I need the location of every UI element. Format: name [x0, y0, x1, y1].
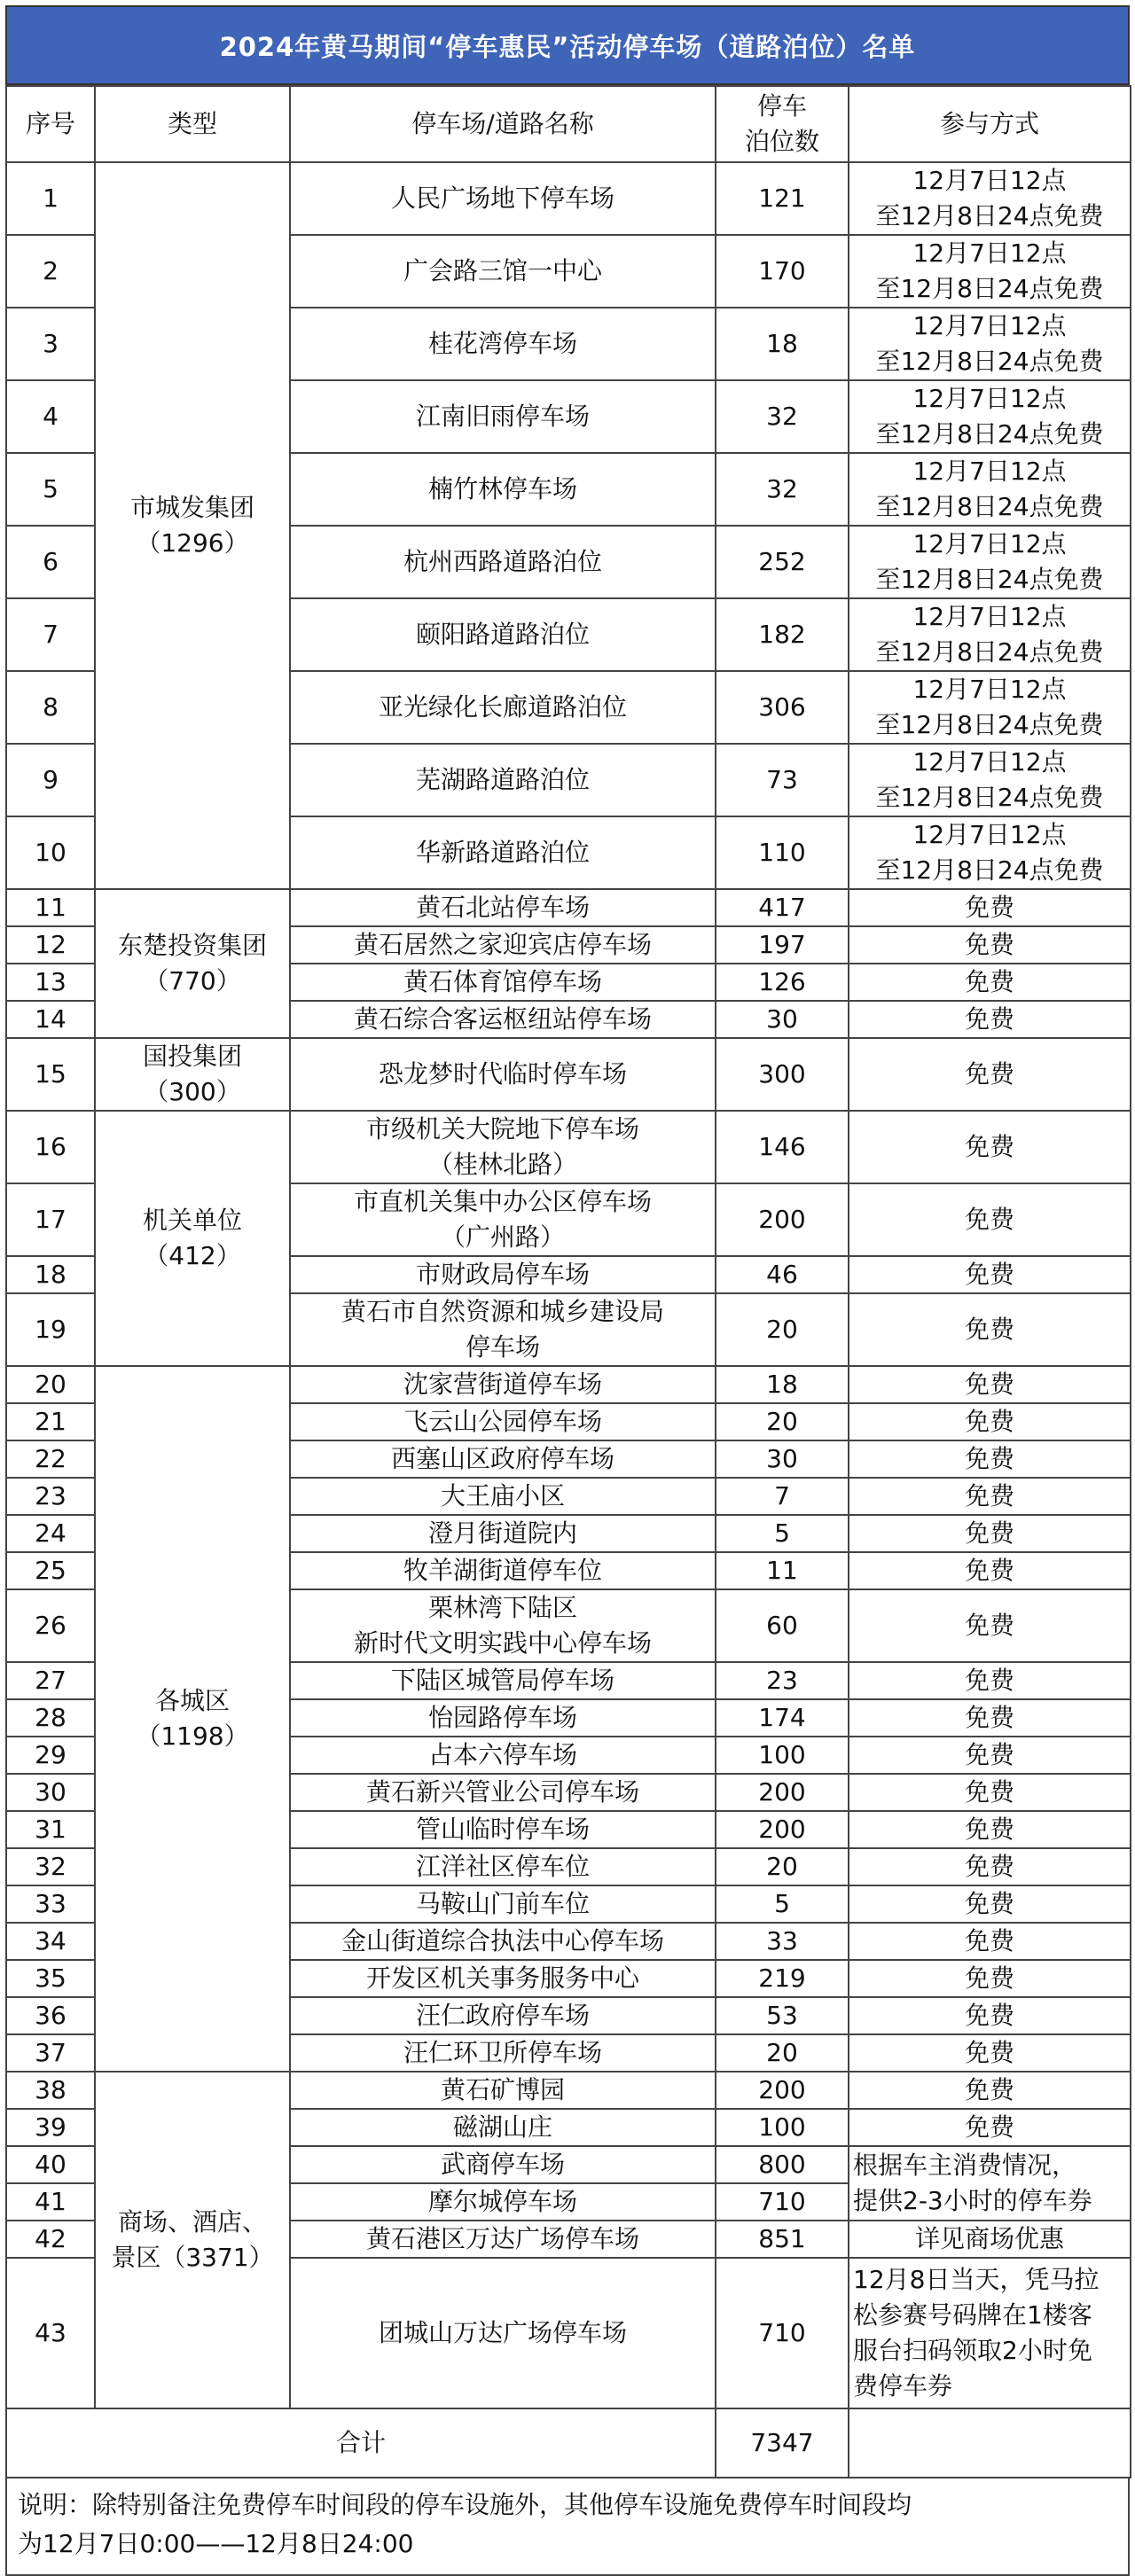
row-number: 17	[6, 1183, 95, 1256]
row-number: 12	[6, 926, 95, 964]
parking-name: 飞云山公园停车场	[290, 1403, 716, 1440]
row-number: 22	[6, 1440, 95, 1478]
row-number: 2	[6, 235, 95, 308]
parking-name: 黄石体育馆停车场	[290, 964, 716, 1001]
method-cell: 免费	[849, 1256, 1131, 1293]
method-cell: 12月7日12点 至12月8日24点免费	[849, 671, 1131, 744]
space-count: 20	[716, 1403, 849, 1440]
parking-name: 亚光绿化长廊道路泊位	[290, 671, 716, 744]
space-count: 23	[716, 1662, 849, 1699]
table-row	[6, 889, 1131, 926]
space-count: 146	[716, 1111, 849, 1183]
parking-name: 江南旧雨停车场	[290, 380, 716, 453]
space-count: 174	[716, 1699, 849, 1737]
header-method: 参与方式	[849, 86, 1131, 162]
space-count: 30	[716, 1001, 849, 1038]
space-count: 5	[716, 1885, 849, 1923]
row-number: 26	[6, 1589, 95, 1662]
row-number: 34	[6, 1923, 95, 1960]
row-number: 10	[6, 816, 95, 889]
parking-name: 马鞍山门前车位	[290, 1885, 716, 1923]
method-cell: 免费	[849, 1293, 1131, 1366]
method-cell: 免费	[849, 889, 1131, 926]
row-number: 42	[6, 2221, 95, 2258]
space-count: 197	[716, 926, 849, 964]
row-number: 19	[6, 1293, 95, 1366]
space-count: 30	[716, 1440, 849, 1478]
method-cell: 免费	[849, 1960, 1131, 1997]
space-count: 170	[716, 235, 849, 308]
method-cell: 12月7日12点 至12月8日24点免费	[849, 744, 1131, 816]
footnote-line-2: 为12月7日0:00——12月8日24:00	[18, 2529, 414, 2558]
group-type-cell: 商场、酒店、 景区（3371）	[95, 2072, 290, 2408]
space-count: 60	[716, 1589, 849, 1662]
method-cell: 根据车主消费情况， 提供2-3小时的停车券	[849, 2146, 1131, 2221]
row-number: 21	[6, 1403, 95, 1440]
parking-name: 管山临时停车场	[290, 1811, 716, 1848]
total-empty-cell	[849, 2408, 1131, 2478]
parking-name: 颐阳路道路泊位	[290, 598, 716, 671]
parking-name: 澄月街道院内	[290, 1515, 716, 1552]
parking-name: 沈家营街道停车场	[290, 1366, 716, 1403]
space-count: 252	[716, 526, 849, 598]
row-number: 39	[6, 2109, 95, 2146]
method-cell: 免费	[849, 1001, 1131, 1038]
method-cell: 免费	[849, 1403, 1131, 1440]
method-cell: 免费	[849, 1923, 1131, 1960]
method-cell: 免费	[849, 1811, 1131, 1848]
row-number: 30	[6, 1774, 95, 1811]
row-number: 40	[6, 2146, 95, 2183]
space-count: 219	[716, 1960, 849, 1997]
document-title: 2024年黄马期间“停车惠民”活动停车场（道路泊位）名单	[5, 5, 1130, 85]
method-cell: 12月7日12点 至12月8日24点免费	[849, 308, 1131, 380]
method-cell: 12月7日12点 至12月8日24点免费	[849, 235, 1131, 308]
group-type-cell: 市城发集团 （1296）	[95, 162, 290, 889]
parking-name: 开发区机关事务服务中心	[290, 1960, 716, 1997]
method-cell: 免费	[849, 1038, 1131, 1111]
method-cell: 免费	[849, 1774, 1131, 1811]
space-count: 100	[716, 2109, 849, 2146]
row-number: 16	[6, 1111, 95, 1183]
footnote-line-1: 说明：除特别备注免费停车时间段的停车设施外，其他停车设施免费停车时间段均	[18, 2490, 912, 2519]
method-cell: 免费	[849, 1183, 1131, 1256]
method-cell: 12月7日12点 至12月8日24点免费	[849, 598, 1131, 671]
parking-table	[5, 85, 1131, 2478]
method-cell: 免费	[849, 1589, 1131, 1662]
parking-name: 团城山万达广场停车场	[290, 2258, 716, 2408]
row-number: 32	[6, 1848, 95, 1885]
group-type-cell: 各城区 （1198）	[95, 1366, 290, 2072]
method-cell: 免费	[849, 964, 1131, 1001]
parking-name: 黄石综合客运枢纽站停车场	[290, 1001, 716, 1038]
space-count: 417	[716, 889, 849, 926]
space-count: 710	[716, 2183, 849, 2221]
parking-name: 人民广场地下停车场	[290, 162, 716, 235]
space-count: 11	[716, 1552, 849, 1589]
row-number: 18	[6, 1256, 95, 1293]
parking-name: 恐龙梦时代临时停车场	[290, 1038, 716, 1111]
parking-list-document	[5, 5, 1130, 2576]
table-row	[6, 1038, 1131, 1111]
row-number: 20	[6, 1366, 95, 1403]
space-count: 73	[716, 744, 849, 816]
space-count: 200	[716, 2072, 849, 2109]
method-cell: 12月7日12点 至12月8日24点免费	[849, 816, 1131, 889]
table-row	[6, 1366, 1131, 1403]
method-cell: 免费	[849, 2109, 1131, 2146]
row-number: 14	[6, 1001, 95, 1038]
row-number: 25	[6, 1552, 95, 1589]
space-count: 32	[716, 453, 849, 526]
parking-name: 西塞山区政府停车场	[290, 1440, 716, 1478]
space-count: 121	[716, 162, 849, 235]
row-number: 8	[6, 671, 95, 744]
space-count: 53	[716, 1997, 849, 2034]
space-count: 18	[716, 308, 849, 380]
method-cell: 12月8日当天，凭马拉 松参赛号码牌在1楼客 服台扫码领取2小时免 费停车券	[849, 2258, 1131, 2408]
parking-name: 黄石港区万达广场停车场	[290, 2221, 716, 2258]
row-number: 24	[6, 1515, 95, 1552]
space-count: 7	[716, 1478, 849, 1515]
table-row	[6, 2072, 1131, 2109]
row-number: 35	[6, 1960, 95, 1997]
parking-name: 汪仁环卫所停车场	[290, 2034, 716, 2072]
table-row	[6, 162, 1131, 235]
space-count: 182	[716, 598, 849, 671]
method-cell: 免费	[849, 1997, 1131, 2034]
header-count: 停车 泊位数	[716, 86, 849, 162]
parking-name: 黄石北站停车场	[290, 889, 716, 926]
space-count: 20	[716, 1293, 849, 1366]
parking-name: 黄石市自然资源和城乡建设局 停车场	[290, 1293, 716, 1366]
space-count: 46	[716, 1256, 849, 1293]
parking-name: 牧羊湖街道停车位	[290, 1552, 716, 1589]
row-number: 41	[6, 2183, 95, 2221]
row-number: 3	[6, 308, 95, 380]
row-number: 31	[6, 1811, 95, 1848]
space-count: 100	[716, 1737, 849, 1774]
parking-name: 栗林湾下陆区 新时代文明实践中心停车场	[290, 1589, 716, 1662]
method-cell: 免费	[849, 1478, 1131, 1515]
footnote	[5, 2478, 1130, 2576]
method-cell: 免费	[849, 1699, 1131, 1737]
total-label: 合计	[6, 2408, 716, 2478]
space-count: 18	[716, 1366, 849, 1403]
parking-name: 怡园路停车场	[290, 1699, 716, 1737]
method-cell: 免费	[849, 1111, 1131, 1183]
method-cell: 免费	[849, 2072, 1131, 2109]
header-type: 类型	[95, 86, 290, 162]
header-name: 停车场/道路名称	[290, 86, 716, 162]
row-number: 36	[6, 1997, 95, 2034]
group-type-cell: 机关单位 （412）	[95, 1111, 290, 1366]
parking-name: 广会路三馆一中心	[290, 235, 716, 308]
method-cell: 12月7日12点 至12月8日24点免费	[849, 526, 1131, 598]
space-count: 20	[716, 2034, 849, 2072]
parking-name: 华新路道路泊位	[290, 816, 716, 889]
row-number: 38	[6, 2072, 95, 2109]
row-number: 11	[6, 889, 95, 926]
space-count: 200	[716, 1774, 849, 1811]
method-cell: 免费	[849, 1848, 1131, 1885]
space-count: 32	[716, 380, 849, 453]
row-number: 5	[6, 453, 95, 526]
group-type-cell: 东楚投资集团 （770）	[95, 889, 290, 1038]
parking-name: 市财政局停车场	[290, 1256, 716, 1293]
space-count: 200	[716, 1811, 849, 1848]
space-count: 110	[716, 816, 849, 889]
total-value: 7347	[716, 2408, 849, 2478]
row-number: 4	[6, 380, 95, 453]
method-cell: 免费	[849, 1515, 1131, 1552]
parking-name: 市直机关集中办公区停车场 （广州路）	[290, 1183, 716, 1256]
table-header-row	[6, 86, 1131, 162]
method-cell: 免费	[849, 1440, 1131, 1478]
parking-name: 大王庙小区	[290, 1478, 716, 1515]
parking-name: 下陆区城管局停车场	[290, 1662, 716, 1699]
parking-name: 黄石新兴管业公司停车场	[290, 1774, 716, 1811]
row-number: 6	[6, 526, 95, 598]
method-cell: 免费	[849, 1885, 1131, 1923]
parking-name: 桂花湾停车场	[290, 308, 716, 380]
method-cell: 免费	[849, 2034, 1131, 2072]
parking-name: 江洋社区停车位	[290, 1848, 716, 1885]
row-number: 13	[6, 964, 95, 1001]
space-count: 20	[716, 1848, 849, 1885]
parking-name: 占本六停车场	[290, 1737, 716, 1774]
space-count: 126	[716, 964, 849, 1001]
method-cell: 免费	[849, 1366, 1131, 1403]
parking-name: 楠竹林停车场	[290, 453, 716, 526]
space-count: 306	[716, 671, 849, 744]
method-cell: 12月7日12点 至12月8日24点免费	[849, 380, 1131, 453]
row-number: 9	[6, 744, 95, 816]
group-type-cell: 国投集团 （300）	[95, 1038, 290, 1111]
space-count: 33	[716, 1923, 849, 1960]
space-count: 300	[716, 1038, 849, 1111]
parking-name: 芜湖路道路泊位	[290, 744, 716, 816]
row-number: 1	[6, 162, 95, 235]
row-number: 29	[6, 1737, 95, 1774]
parking-name: 黄石居然之家迎宾店停车场	[290, 926, 716, 964]
method-cell: 免费	[849, 926, 1131, 964]
table-row	[6, 1111, 1131, 1183]
parking-name: 市级机关大院地下停车场 （桂林北路）	[290, 1111, 716, 1183]
row-number: 33	[6, 1885, 95, 1923]
method-cell: 详见商场优惠	[849, 2221, 1131, 2258]
parking-name: 黄石矿博园	[290, 2072, 716, 2109]
row-number: 7	[6, 598, 95, 671]
parking-name: 汪仁政府停车场	[290, 1997, 716, 2034]
row-number: 43	[6, 2258, 95, 2408]
row-number: 23	[6, 1478, 95, 1515]
method-cell: 免费	[849, 1737, 1131, 1774]
space-count: 200	[716, 1183, 849, 1256]
parking-name: 磁湖山庄	[290, 2109, 716, 2146]
parking-name: 武商停车场	[290, 2146, 716, 2183]
method-cell: 免费	[849, 1552, 1131, 1589]
parking-name: 摩尔城停车场	[290, 2183, 716, 2221]
row-number: 15	[6, 1038, 95, 1111]
row-number: 27	[6, 1662, 95, 1699]
method-cell: 12月7日12点 至12月8日24点免费	[849, 453, 1131, 526]
row-number: 28	[6, 1699, 95, 1737]
space-count: 710	[716, 2258, 849, 2408]
parking-name: 杭州西路道路泊位	[290, 526, 716, 598]
space-count: 800	[716, 2146, 849, 2183]
row-number: 37	[6, 2034, 95, 2072]
header-seq: 序号	[6, 86, 95, 162]
parking-name: 金山街道综合执法中心停车场	[290, 1923, 716, 1960]
method-cell: 12月7日12点 至12月8日24点免费	[849, 162, 1131, 235]
method-cell: 免费	[849, 1662, 1131, 1699]
space-count: 5	[716, 1515, 849, 1552]
total-row	[6, 2408, 1131, 2478]
space-count: 851	[716, 2221, 849, 2258]
